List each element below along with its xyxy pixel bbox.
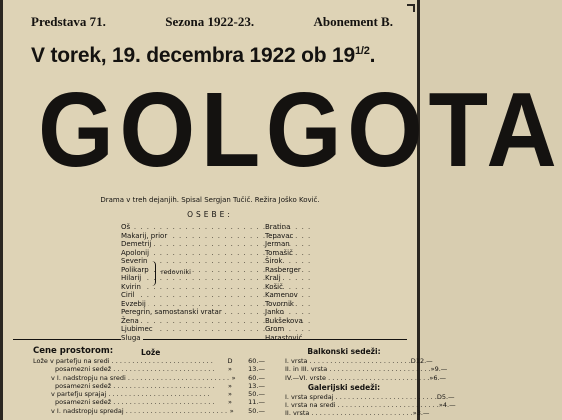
price-row [33,398,265,406]
cast-row [121,291,311,300]
cast-role [121,283,257,292]
cast-actor: Tepavac [265,231,294,240]
price-amount: 12.— [415,357,433,365]
price-currency: D [410,357,416,365]
cast-role-name: Evzebij [121,299,146,308]
cast-role-name: Demetrij [121,240,152,248]
cast-role [121,334,257,343]
price-label: I. vrsta na sredi . . . . . . . . . . . . . . . . . . . . . . . . . [285,401,439,410]
price-amount: 11.— [248,398,265,407]
performance-number: Predstava 71. [31,14,106,29]
cast-role [121,223,257,232]
galerija-heading: Galerijski sedeži: [307,382,381,392]
price-currency: » [228,398,232,407]
price-amount: 13.— [248,365,265,374]
cast-row [121,223,311,232]
cast-row [121,308,311,317]
loze-prices [33,346,265,415]
price-label: v I. nadstropju na sredi . . . . . . . . . . . . . . . . . . . . . . . . . [51,373,230,382]
price-amount: 50.— [248,406,265,415]
price-amount: 4.— [442,401,456,410]
play-credits: Drama v treh dejanjih. Spisal Sergjan Tučič. Režira Joško Kovič. [100,196,320,204]
balkon-heading: Balkonski sedeži: [307,347,381,356]
cast-row [121,334,311,343]
cast-row [121,240,311,249]
price-row [285,357,433,365]
cast-role-name: Kvirin [121,282,141,291]
cast-row [121,317,311,326]
price-currency: » [228,381,232,390]
price-amount: 3.— [416,409,430,418]
price-label: II. vrsta . . . . . . . . . . . . . . . . . . . . . . . . . [285,409,413,418]
cast-actor: Kralj [265,274,281,282]
cast-row [121,266,311,275]
price-label: II. in III. vrsta . . . . . . . . . . . . . . . . . . . . . . . . . [285,365,431,374]
cast-row [121,232,311,241]
cast-actor: Jerman [265,240,290,248]
cast-group-label: redovniki [161,268,191,276]
date-text: V torek, 19. decembra 1922 ob 19 [31,44,355,67]
section-divider [13,339,407,340]
cast-role [121,291,257,300]
price-label: I. vrsta spredaj . . . . . . . . . . . . . . . . . . . . . . . . . [285,392,437,401]
price-currency: » [228,365,232,374]
cast-row [121,300,311,309]
price-row [285,373,447,382]
cast-role-name: Sluga [121,333,141,342]
price-label: posamezni sedež . . . . . . . . . . . . . . . . . . . . . . . . . [55,381,215,390]
price-amount: 60.— [248,357,265,365]
cast-role [121,240,257,249]
price-row [285,365,448,374]
cast-actor: Širok [265,257,283,265]
price-currency: D [227,357,233,365]
prices-heading: Cene prostorom: [33,346,114,356]
cast-row [121,249,311,258]
price-label: posamezni sedež . . . . . . . . . . . . . . . . . . . . . . . . . [55,365,215,374]
price-row [33,374,265,382]
cast-role-name: Makarij, prior [121,231,168,240]
price-label: Lože v partefju na sredi . . . . . . . . . . . . . . . . . . . . . . . . . [33,357,213,365]
price-label: v partefju sprajaj . . . . . . . . . . . . . . . . . . . . . . . . . [51,390,210,399]
cast-actor: Tovornik [265,299,294,308]
price-currency: » [430,365,435,374]
price-row [285,392,455,401]
cast-role [121,317,257,326]
cast-heading: OSEBE: [187,210,233,219]
cast-actor: Janko [265,308,284,316]
cast-row [121,283,311,292]
price-row [33,382,265,390]
cast-role [121,325,257,334]
playbill-header [31,14,393,30]
cast-role [121,249,257,258]
subscription-label: Abonement B. [313,14,393,29]
cast-role-name: Hilarij [121,274,142,282]
price-amount: 9.— [434,365,448,374]
cast-role [121,266,257,275]
price-row [285,401,456,410]
cast-row [121,257,311,266]
cast-role [121,257,257,266]
cast-role [121,308,257,317]
cast-actor: Košič [265,282,283,291]
price-amount: 6.— [433,373,447,382]
cast-role-name: Apolonij [121,248,150,257]
date-end: . [369,44,376,67]
price-currency: » [429,373,434,382]
price-amount: 5.— [441,392,455,401]
cast-role-name: Polikarp [121,265,149,274]
price-amount: 13.— [248,381,265,390]
price-label: IV.—VI. vrste . . . . . . . . . . . . . . . . . . . . . . . . . [285,373,430,382]
price-label: v I. nadstropju spredaj . . . . . . . . . . . . . . . . . . . . . . . . . [51,406,228,415]
cast-role-name: Severin [121,257,148,265]
cast-role [121,300,257,309]
price-currency: » [231,373,236,382]
cast-actor: Bratina [265,223,291,231]
price-currency: » [228,390,232,399]
cast-role-name: Peregrin, samostanski vratar [121,308,222,316]
cast-row [121,274,311,283]
cast-role [121,274,257,283]
cast-actor: Kamenov [265,291,298,299]
cast-role-name: Ciril [121,291,135,299]
loze-heading: Lože [141,348,161,357]
price-row [33,390,265,398]
price-amount: 60.— [248,373,265,382]
cast-actor: Bukšekova [265,316,303,325]
price-label: I. vrsta . . . . . . . . . . . . . . . . . . . . . . . . . [285,357,411,365]
price-currency: D [436,392,442,401]
cast-role [121,232,257,241]
cast-role-name: Ljubimec [121,325,153,333]
cast-role-name: Oš [121,223,131,231]
price-row [285,409,430,418]
price-row [33,357,265,365]
play-title: GOLGOTA [37,71,562,189]
price-amount: 50.— [248,390,265,399]
price-currency: » [229,406,234,415]
price-row [33,407,265,415]
season-label: Sezona 1922-23. [165,14,255,29]
price-currency: » [412,409,417,418]
cast-actor: Harastović [265,333,303,342]
price-currency: » [438,401,443,410]
seat-prices [285,346,456,418]
cast-actor: Grom [265,325,285,333]
cast-list [121,223,311,342]
price-label: posamezni sedež . . . . . . . . . . . . . . . . . . . . . . . . . [55,398,215,407]
price-row [33,365,265,373]
cast-role-name: Žena [121,316,139,325]
cast-actor: Rasberger [265,265,301,274]
performance-date [31,44,399,68]
corner-mark [407,4,415,12]
hour-fraction: 1/2 [354,45,370,57]
cast-row [121,325,311,334]
cast-actor: Tomašič [265,248,293,257]
